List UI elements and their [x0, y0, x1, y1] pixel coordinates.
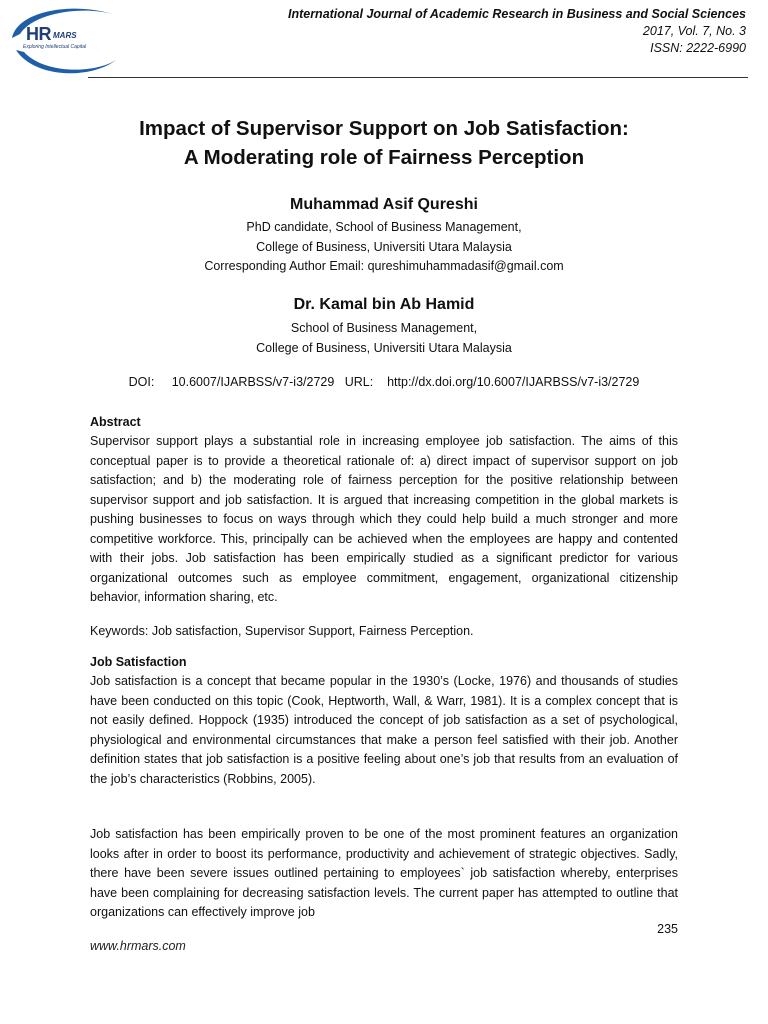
author-affiliation-2: [0, 319, 768, 358]
logo-tagline: Exploring Intellectual Capital: [23, 44, 87, 50]
body-paragraph-2: Job satisfaction has been empirically proven to be one of the most prominent features an organization looks after in order to boost its performance, productivity and achievement of strategic objectives. Sadly, there have been severe issues outlined pertaining to employees` job satisfaction whereby, enterprises have been complaining for decreasing satisfaction levels. The current paper has attempted to outline that organizations can effectively improve job: [90, 827, 678, 919]
journal-issn: ISSN: 2222-6990: [650, 41, 746, 55]
affiliation-line: College of Business, Universiti Utara Malaysia: [256, 340, 512, 355]
header-rule: [88, 77, 748, 78]
title-line-2: A Moderating role of Fairness Perception: [183, 146, 585, 169]
section-heading-job-satisfaction: Job Satisfaction: [90, 655, 187, 669]
keywords: Keywords: Job satisfaction, Supervisor Support, Fairness Perception.: [90, 624, 474, 638]
journal-header: [288, 6, 746, 57]
doi-url-line[interactable]: DOI: 10.6007/IJARBSS/v7-i3/2729 URL: http://dx.doi.org/10.6007/IJARBSS/v7-i3/2729: [128, 375, 640, 389]
title-line-1: Impact of Supervisor Support on Job Satisfaction:: [139, 117, 629, 140]
journal-name: International Journal of Academic Research in Business and Social Sciences: [287, 7, 746, 21]
footer-url[interactable]: www.hrmars.com: [90, 939, 186, 953]
affiliation-line: School of Business Management,: [290, 321, 478, 335]
author-name-2: Dr. Kamal bin Ab Hamid: [293, 296, 475, 313]
author-name-1: Muhammad Asif Qureshi: [290, 196, 478, 213]
affiliation-line: College of Business, Universiti Utara Malaysia: [256, 239, 512, 254]
paper-title: [0, 114, 768, 172]
body-paragraph-1: Job satisfaction is a concept that became popular in the 1930’s (Locke, 1976) and thousands of studies have been conducted on this topic (Cook, Heptworth, Wall, & Warr, 1981). It is a complex concept that is not easily defined. Hoppock (1935) introduced the concept of job satisfaction as a set of psychological, physiological and environmental circumstances that make a person feel satisfied with their job. Another definition states that job satisfaction is a positive feeling about one’s job that results from an evaluation of the job’s characteristics (Robbins, 2005).: [90, 674, 678, 786]
author-affiliation-1: [0, 218, 768, 277]
affiliation-line: PhD candidate, School of Business Management,: [246, 220, 522, 234]
abstract-heading: Abstract: [90, 415, 141, 429]
journal-issue: 2017, Vol. 7, No. 3: [642, 24, 746, 38]
page-number: 235: [657, 922, 678, 936]
logo-swoosh-icon: [4, 0, 122, 80]
abstract-text: Supervisor support plays a substantial role in increasing employee job satisfaction. The aims of this conceptual paper is to provide a theoretical rationale of: a) direct impact of supervisor support on job satisfaction; and b) the moderating role of fairness perception for the positive relationship between supervisor support and job satisfaction. It is argued that increasing competition in the global markets is pushing businesses to focus on ways through which they could help build a much stronger and more competitive workforce. This, principally can be achieved when the employees are happy and contented with their jobs. Job satisfaction has been empirically studied as a significant predictor for various organizational outcomes such as employee commitment, engagement, organizational citizenship behavior, information sharing, etc.: [90, 434, 678, 604]
author-email[interactable]: Corresponding Author Email: qureshimuhammadasif@gmail.com: [204, 259, 564, 273]
logo-hr-text: HR: [26, 24, 51, 44]
hrmars-logo: [4, 0, 122, 80]
logo-mars-text: MARS: [53, 31, 77, 40]
